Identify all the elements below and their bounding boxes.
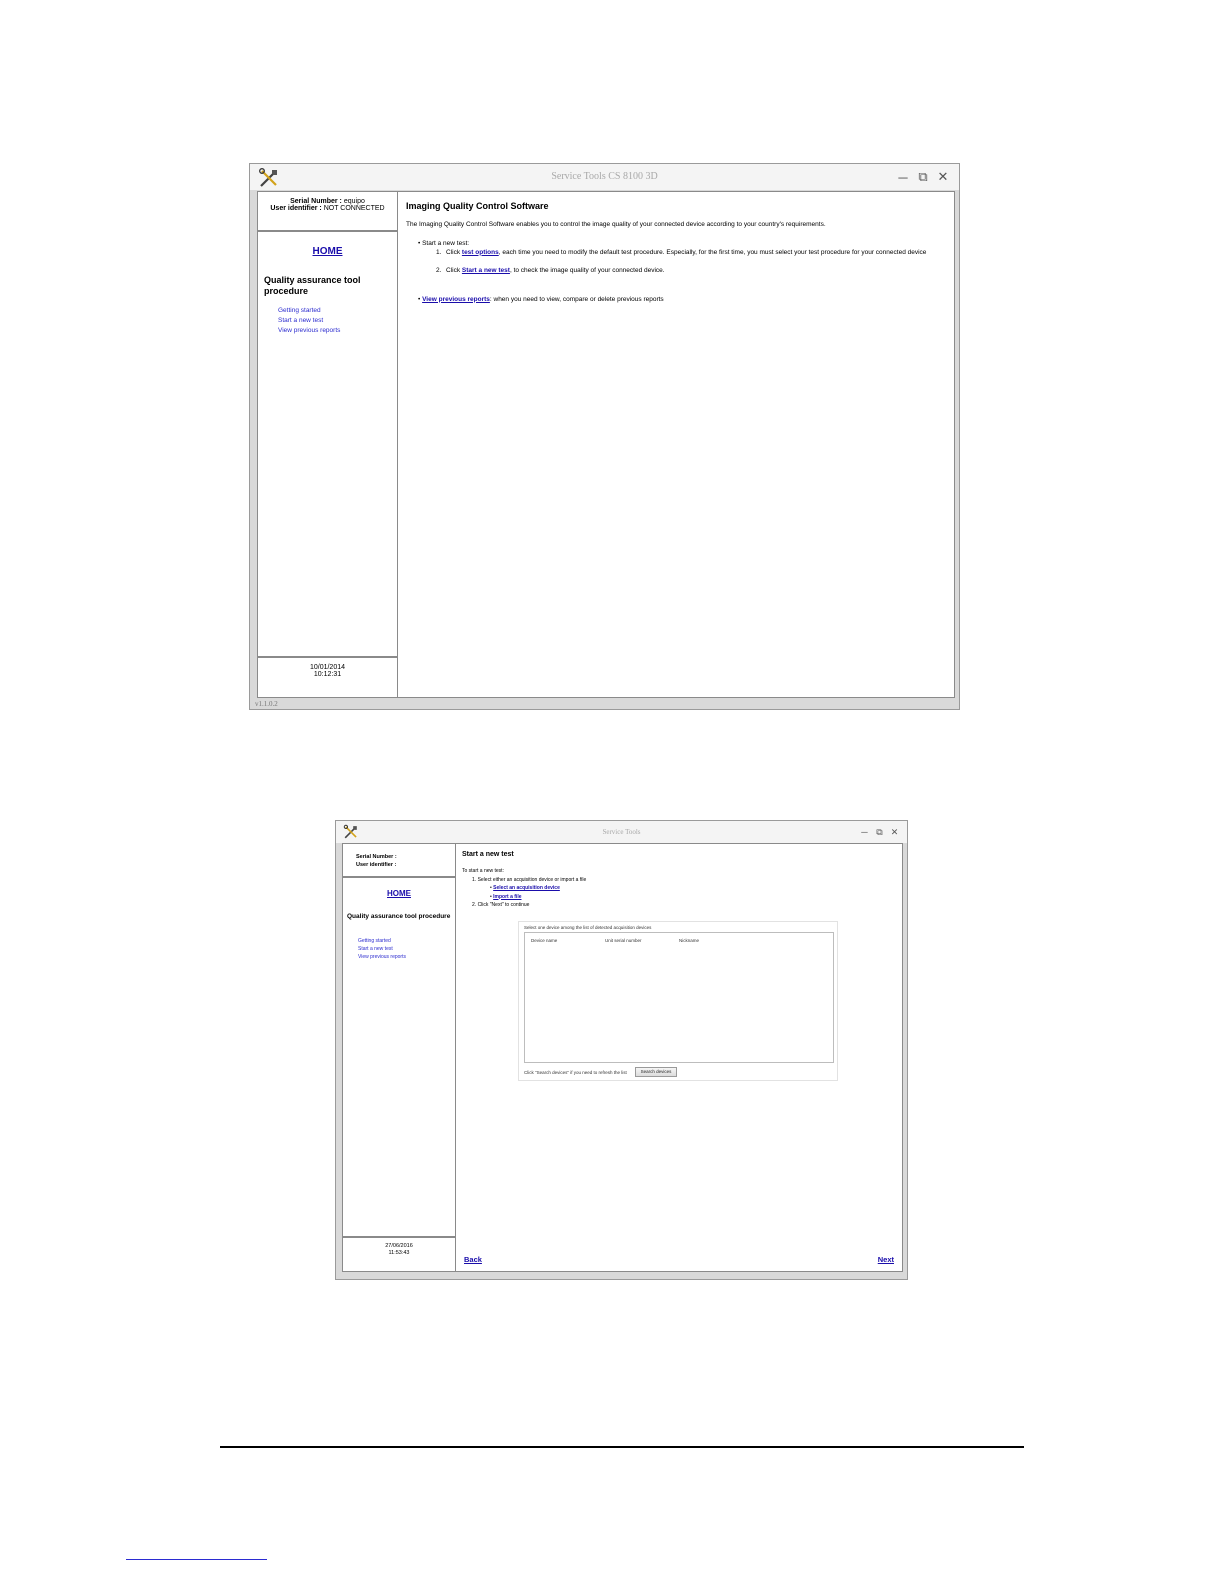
step-1-text: Select either an acquisition device or import a file: [477, 876, 587, 883]
bullet-icon: •: [490, 893, 492, 900]
column-unit-serial-number[interactable]: Unit serial number: [605, 938, 642, 943]
bullet-start-new-test: Start a new test:: [422, 240, 470, 247]
title-bar[interactable]: [336, 821, 907, 843]
device-info: [258, 192, 397, 232]
page-title: Imaging Quality Control Software: [406, 201, 549, 211]
time-text: 10:12:31: [313, 671, 342, 678]
instructions: • Start a new test: 1. Click test options, each time you need to modify the default test procedure. Especially, for the first time, you must select your test procedure for your connected device 2. Click Start a new test, to check the image quality of your connected device. • View previous reports: when you need to view, compare or delete previous reports: [418, 240, 938, 304]
nav-start-new-test[interactable]: Start a new test: [358, 946, 393, 952]
nav-getting-started[interactable]: Getting started: [358, 938, 391, 944]
bullet-icon: •: [418, 295, 421, 303]
import-file-link[interactable]: Import a file: [493, 893, 522, 900]
main-content: [397, 191, 955, 698]
step-2-text: Click "Next" to continue: [477, 902, 530, 908]
device-info: [343, 844, 455, 878]
service-tools-window-1: [249, 163, 960, 710]
home-link[interactable]: HOME: [387, 889, 411, 898]
back-link[interactable]: Back: [464, 1255, 482, 1264]
view-previous-reports-link[interactable]: View previous reports: [422, 295, 490, 303]
user-value: NOT CONNECTED: [323, 205, 385, 212]
nav-getting-started[interactable]: Getting started: [278, 307, 321, 314]
nav-view-previous-reports[interactable]: View previous reports: [278, 327, 341, 334]
serial-label: Serial Number :: [356, 854, 397, 860]
serial-label: Serial Number :: [290, 198, 342, 205]
device-list-header: [531, 938, 827, 943]
footnote-rule: [126, 1559, 267, 1560]
close-icon[interactable]: ✕: [890, 826, 899, 837]
page-footer-rule: [220, 1446, 1024, 1448]
window-title: Service Tools CS 8100 3D: [551, 171, 658, 182]
next-link[interactable]: Next: [877, 1255, 894, 1264]
test-options-link[interactable]: test options: [461, 248, 499, 256]
date-text: 10/01/2014: [309, 664, 346, 671]
minimize-icon[interactable]: ─: [898, 169, 908, 185]
sidebar-nav: [278, 306, 340, 336]
search-devices-button[interactable]: Search devices: [635, 1067, 677, 1077]
main-content: [455, 843, 903, 1272]
title-bar[interactable]: [250, 164, 959, 190]
column-device-name[interactable]: Device name: [531, 938, 558, 943]
page-title: Start a new test: [462, 851, 514, 858]
home-link[interactable]: HOME: [312, 246, 343, 257]
instructions: To start a new test: 1. Select either an acquisition device or import a file • Select an acquisition device • Import a file 2. Click "Next" to continue: [462, 868, 587, 908]
device-caption: Select one device among the list of detected acquisition devices: [524, 925, 652, 930]
section-title: Quality assurance tool procedure: [347, 913, 451, 920]
close-icon[interactable]: ✕: [937, 169, 949, 184]
sidebar: [342, 843, 456, 1272]
clock: [258, 656, 397, 678]
device-list[interactable]: [524, 932, 834, 1063]
list-item: 2. Click Start a new test, to check the image quality of your connected device.: [436, 267, 665, 274]
user-label: User identifier :: [270, 205, 322, 212]
clock: [343, 1236, 455, 1257]
intro-text: To start a new test:: [462, 868, 504, 874]
nav-start-new-test[interactable]: Start a new test: [278, 317, 324, 324]
window-title: Service Tools: [602, 828, 641, 836]
sidebar-nav: [358, 937, 406, 961]
bullet-icon: •: [418, 240, 421, 247]
date-text: 27/06/2016: [385, 1243, 413, 1249]
refresh-text: Click "Search devices" if you need to refresh the list: [524, 1070, 627, 1075]
serial-value: equipo: [343, 198, 365, 205]
select-device-link[interactable]: Select an acquisition device: [493, 885, 560, 891]
start-new-test-link[interactable]: Start a new test: [461, 267, 510, 274]
device-group: [518, 921, 838, 1081]
list-item: 1. Click test options, each time you need to modify the default test procedure. Especially, for the first time, you must select your test procedure for your connected device: [436, 248, 927, 256]
sidebar: [257, 191, 398, 698]
section-title: Quality assurance tool procedure: [264, 275, 361, 296]
nav-view-previous-reports[interactable]: View previous reports: [358, 954, 406, 960]
intro-text: The Imaging Quality Control Software enables you to control the image quality of your connected device according to your country's requirements.: [406, 221, 826, 228]
restore-icon[interactable]: ⧉: [918, 169, 928, 184]
version-label: v1.1.0.2: [255, 700, 278, 708]
minimize-icon[interactable]: ─: [861, 827, 868, 837]
restore-icon[interactable]: ⧉: [876, 826, 883, 837]
bullet-icon: •: [490, 885, 492, 891]
time-text: 11:53:43: [388, 1250, 410, 1256]
service-tools-window-2: [335, 820, 908, 1280]
column-nickname[interactable]: Nickname: [679, 938, 700, 943]
user-label: User identifier :: [356, 862, 397, 868]
